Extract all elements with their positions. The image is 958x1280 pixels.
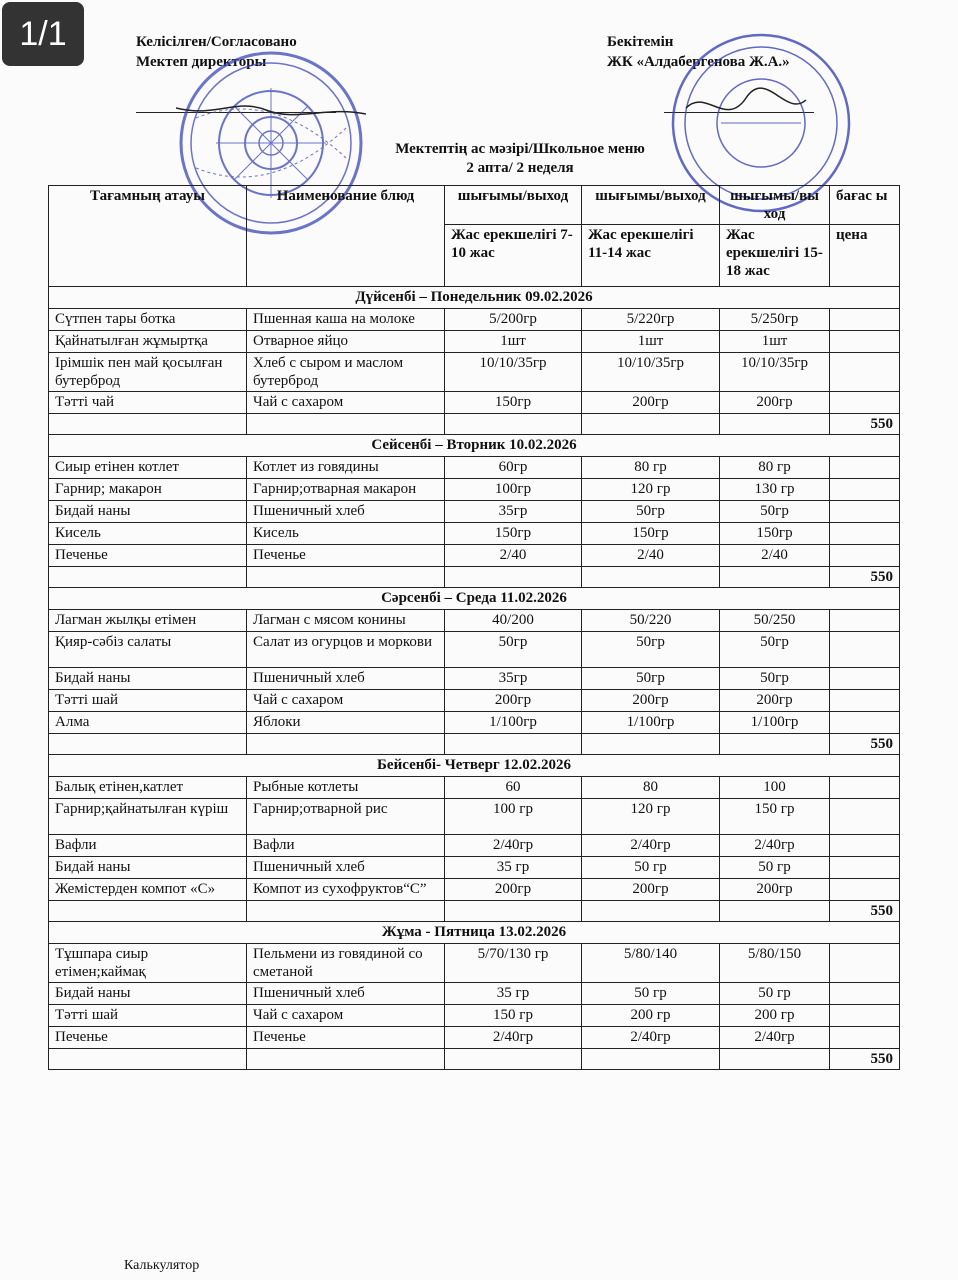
portion-7-10: 1шт [445,331,582,353]
dish-name-kz: Жемістерден компот «С» [49,879,247,901]
dish-name-kz: Кисель [49,523,247,545]
dish-name-kz: Гарнир; макарон [49,479,247,501]
empty-cell [720,734,830,755]
menu-item-row [49,879,900,901]
portion-11-14: 10/10/35гр [582,353,720,392]
portion-11-14: 2/40 [582,545,720,567]
empty-cell [247,1049,445,1070]
dish-name-kz: Алма [49,712,247,734]
menu-item-row [49,668,900,690]
menu-item-row [49,1027,900,1049]
day-total-row [49,567,900,588]
table-header-row [49,186,900,225]
portion-7-10: 60гр [445,457,582,479]
price-cell [830,632,900,668]
portion-15-18: 80 гр [720,457,830,479]
portion-15-18: 50гр [720,632,830,668]
dish-name-kz: Бидай наны [49,668,247,690]
portion-15-18: 200гр [720,690,830,712]
menu-week: 2 апта/ 2 неделя [466,160,574,176]
price-cell [830,353,900,392]
portion-11-14: 2/40гр [582,835,720,857]
dish-name-ru: Чай с сахаром [247,1005,445,1027]
dish-name-kz: Қайнатылған жұмыртқа [49,331,247,353]
menu-item-row [49,457,900,479]
portion-11-14: 1шт [582,331,720,353]
menu-title: Мектептің ас мәзірі/Школьное меню [395,141,645,157]
portion-11-14: 120 гр [582,799,720,835]
header-col-out2: шығымы/выход [582,186,720,225]
document-title [300,140,740,178]
portion-7-10: 60 [445,777,582,799]
header-col-out1: шығымы/выход [445,186,582,225]
empty-cell [720,1049,830,1070]
empty-cell [582,734,720,755]
day-title: Жұма - Пятница 13.02.2026 [49,922,900,944]
dish-name-ru: Лагман с мясом конины [247,610,445,632]
menu-item-row [49,331,900,353]
portion-11-14: 50гр [582,501,720,523]
confirm-title: Бекітемін [607,34,674,50]
price-cell [830,610,900,632]
header-col-out3: шығымы/вы ход [720,186,830,225]
header-col-kz: Тағамның атауы [49,186,247,287]
header-price-label: цена [830,225,900,287]
portion-7-10: 100гр [445,479,582,501]
price-cell [830,523,900,545]
portion-7-10: 10/10/35гр [445,353,582,392]
portion-15-18: 2/40 [720,545,830,567]
signature-stroke-right [686,88,806,109]
price-cell [830,668,900,690]
portion-7-10: 200гр [445,879,582,901]
portion-15-18: 2/40гр [720,835,830,857]
empty-cell [445,901,582,922]
portion-15-18: 1/100гр [720,712,830,734]
portion-11-14: 50 гр [582,857,720,879]
confirm-signer: ЖК «Алдабергенова Ж.А.» [607,54,790,70]
portion-11-14: 200 гр [582,1005,720,1027]
day-total-row [49,414,900,435]
portion-11-14: 50гр [582,668,720,690]
portion-7-10: 35 гр [445,983,582,1005]
portion-15-18: 50гр [720,668,830,690]
price-cell [830,857,900,879]
menu-item-row [49,610,900,632]
portion-15-18: 5/250гр [720,309,830,331]
approval-title: Келісілген/Согласовано [136,34,297,50]
empty-cell [247,901,445,922]
day-header-row [49,287,900,309]
dish-name-ru: Рыбные котлеты [247,777,445,799]
portion-11-14: 50 гр [582,983,720,1005]
day-total-price: 550 [830,567,900,588]
empty-cell [582,901,720,922]
price-cell [830,835,900,857]
day-title: Бейсенбі- Четверг 12.02.2026 [49,755,900,777]
footer-calculator-label: Калькулятор [124,1258,200,1273]
dish-name-ru: Пельмени из говядиной со сметаной [247,944,445,983]
portion-11-14: 80 [582,777,720,799]
empty-cell [49,734,247,755]
menu-item-row [49,1005,900,1027]
dish-name-kz: Тәтті шай [49,1005,247,1027]
price-cell [830,1027,900,1049]
portion-11-14: 200гр [582,690,720,712]
dish-name-kz: Печенье [49,545,247,567]
price-cell [830,309,900,331]
portion-11-14: 2/40гр [582,1027,720,1049]
dish-name-kz: Бидай наны [49,857,247,879]
dish-name-kz: Бидай наны [49,501,247,523]
portion-7-10: 35гр [445,668,582,690]
empty-cell [720,901,830,922]
price-cell [830,1005,900,1027]
price-cell [830,501,900,523]
dish-name-kz: Гарнир;қайнатылған күріш [49,799,247,835]
menu-item-row [49,777,900,799]
day-header-row [49,588,900,610]
portion-15-18: 150 гр [720,799,830,835]
portion-7-10: 5/70/130 гр [445,944,582,983]
empty-cell [445,734,582,755]
portion-7-10: 40/200 [445,610,582,632]
empty-cell [720,414,830,435]
menu-item-row [49,712,900,734]
dish-name-ru: Печенье [247,545,445,567]
empty-cell [247,734,445,755]
price-cell [830,777,900,799]
dish-name-kz: Тәтті чай [49,392,247,414]
price-cell [830,331,900,353]
portion-11-14: 200гр [582,392,720,414]
menu-item-row [49,632,900,668]
portion-11-14: 5/80/140 [582,944,720,983]
dish-name-ru: Печенье [247,1027,445,1049]
menu-item-row [49,353,900,392]
menu-item-row [49,835,900,857]
dish-name-kz: Қияр-сәбіз салаты [49,632,247,668]
portion-15-18: 1шт [720,331,830,353]
portion-11-14: 120 гр [582,479,720,501]
empty-cell [445,414,582,435]
price-cell [830,690,900,712]
header-col-ru: Наименование блюд [247,186,445,287]
empty-cell [445,1049,582,1070]
portion-7-10: 150 гр [445,1005,582,1027]
dish-name-kz: Тұшпара сиыр етімен;каймақ [49,944,247,983]
portion-15-18: 50 гр [720,983,830,1005]
portion-7-10: 2/40гр [445,835,582,857]
price-cell [830,983,900,1005]
dish-name-ru: Пшеничный хлеб [247,983,445,1005]
menu-item-row [49,392,900,414]
portion-15-18: 100 [720,777,830,799]
day-title: Дүйсенбі – Понедельник 09.02.2026 [49,287,900,309]
portion-15-18: 50/250 [720,610,830,632]
portion-15-18: 130 гр [720,479,830,501]
portion-7-10: 200гр [445,690,582,712]
day-total-price: 550 [830,414,900,435]
empty-cell [247,414,445,435]
dish-name-ru: Хлеб с сыром и маслом бутерброд [247,353,445,392]
day-total-row [49,901,900,922]
dish-name-ru: Гарнир;отварная макарон [247,479,445,501]
dish-name-kz: Вафли [49,835,247,857]
portion-15-18: 200гр [720,392,830,414]
dish-name-ru: Чай с сахаром [247,392,445,414]
dish-name-ru: Котлет из говядины [247,457,445,479]
menu-item-row [49,309,900,331]
dish-name-ru: Яблоки [247,712,445,734]
dish-name-kz: Печенье [49,1027,247,1049]
dish-name-kz: Ірімшік пен май қосылған бутерброд [49,353,247,392]
portion-11-14: 150гр [582,523,720,545]
portion-11-14: 50гр [582,632,720,668]
empty-cell [49,567,247,588]
menu-item-row [49,545,900,567]
dish-name-ru: Отварное яйцо [247,331,445,353]
portion-15-18: 200гр [720,879,830,901]
menu-item-row [49,479,900,501]
day-total-price: 550 [830,734,900,755]
dish-name-ru: Кисель [247,523,445,545]
dish-name-ru: Пшенная каша на молоке [247,309,445,331]
portion-7-10: 1/100гр [445,712,582,734]
dish-name-ru: Пшеничный хлеб [247,501,445,523]
portion-15-18: 150гр [720,523,830,545]
portion-11-14: 5/220гр [582,309,720,331]
day-total-price: 550 [830,1049,900,1070]
dish-name-kz: Тәтті шай [49,690,247,712]
portion-7-10: 35гр [445,501,582,523]
portion-7-10: 150гр [445,523,582,545]
price-cell [830,392,900,414]
portion-11-14: 80 гр [582,457,720,479]
day-total-price: 550 [830,901,900,922]
dish-name-ru: Чай с сахаром [247,690,445,712]
day-header-row [49,755,900,777]
empty-cell [247,567,445,588]
empty-cell [720,567,830,588]
portion-15-18: 50 гр [720,857,830,879]
day-header-row [49,435,900,457]
portion-7-10: 50гр [445,632,582,668]
price-cell [830,479,900,501]
dish-name-kz: Сиыр етінен котлет [49,457,247,479]
empty-cell [49,414,247,435]
portion-15-18: 50гр [720,501,830,523]
dish-name-ru: Пшеничный хлеб [247,668,445,690]
approval-signer: Мектеп директоры [136,54,267,70]
menu-item-row [49,799,900,835]
menu-item-row [49,944,900,983]
portion-15-18: 2/40гр [720,1027,830,1049]
dish-name-ru: Гарнир;отварной рис [247,799,445,835]
header-age-7-10: Жас ерекшелігі 7-10 жас [445,225,582,287]
portion-7-10: 35 гр [445,857,582,879]
portion-7-10: 5/200гр [445,309,582,331]
menu-item-row [49,857,900,879]
day-total-row [49,734,900,755]
price-cell [830,879,900,901]
empty-cell [582,414,720,435]
price-cell [830,545,900,567]
portion-7-10: 2/40 [445,545,582,567]
dish-name-ru: Пшеничный хлеб [247,857,445,879]
price-cell [830,457,900,479]
dish-name-kz: Сүтпен тары ботка [49,309,247,331]
portion-7-10: 150гр [445,392,582,414]
dish-name-ru: Салат из огурцов и моркови [247,632,445,668]
empty-cell [445,567,582,588]
menu-item-row [49,690,900,712]
price-cell [830,944,900,983]
header-col-price: бағас ы [830,186,900,225]
empty-cell [582,567,720,588]
dish-name-kz: Бидай наны [49,983,247,1005]
menu-table [48,185,900,1070]
page-counter: 1/1 [2,2,84,66]
portion-7-10: 2/40гр [445,1027,582,1049]
empty-cell [582,1049,720,1070]
menu-item-row [49,523,900,545]
dish-name-kz: Балық етінен,катлет [49,777,247,799]
dish-name-kz: Лагман жылқы етімен [49,610,247,632]
portion-11-14: 1/100гр [582,712,720,734]
header-age-15-18: Жас ерекшелігі 15-18 жас [720,225,830,287]
price-cell [830,712,900,734]
portion-15-18: 5/80/150 [720,944,830,983]
menu-item-row [49,983,900,1005]
price-cell [830,799,900,835]
header-age-11-14: Жас ерекшелігі 11-14 жас [582,225,720,287]
portion-15-18: 10/10/35гр [720,353,830,392]
day-header-row [49,922,900,944]
dish-name-ru: Вафли [247,835,445,857]
portion-15-18: 200 гр [720,1005,830,1027]
menu-item-row [49,501,900,523]
day-title: Сәрсенбі – Среда 11.02.2026 [49,588,900,610]
portion-11-14: 50/220 [582,610,720,632]
day-total-row [49,1049,900,1070]
portion-11-14: 200гр [582,879,720,901]
empty-cell [49,901,247,922]
empty-cell [49,1049,247,1070]
day-title: Сейсенбі – Вторник 10.02.2026 [49,435,900,457]
portion-7-10: 100 гр [445,799,582,835]
dish-name-ru: Компот из сухофруктов“С” [247,879,445,901]
